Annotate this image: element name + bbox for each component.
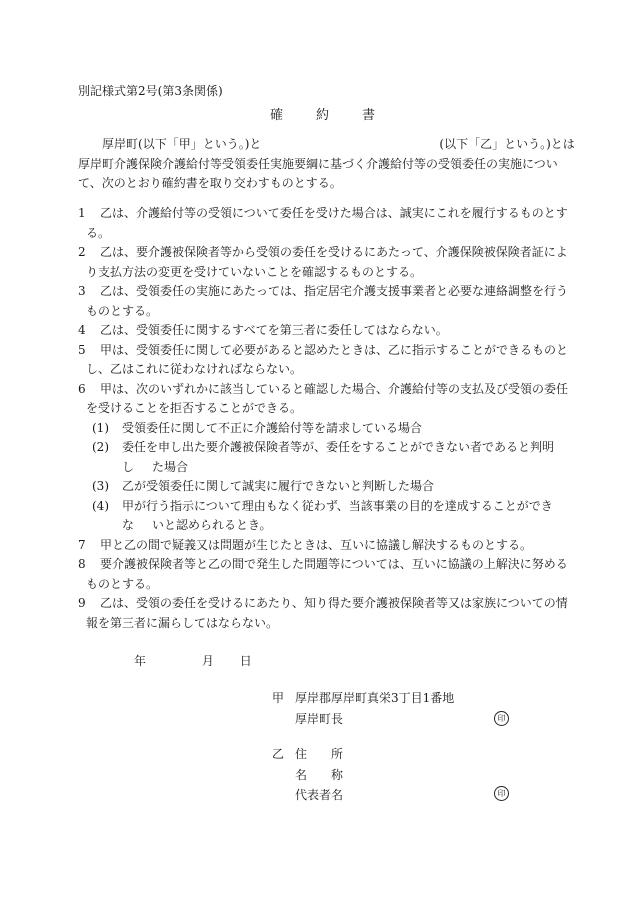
clause-number: 9 [78, 596, 86, 610]
clause-list [78, 204, 569, 633]
date-month: 月 [201, 654, 214, 668]
party-b-seal: 印 [494, 786, 509, 801]
clause-2 [78, 243, 568, 282]
subclause-2 [78, 438, 556, 477]
intro-line-1 [78, 135, 575, 155]
subclause-text-cont: た場合 [152, 459, 189, 474]
party-a-seal: 印 [494, 711, 509, 726]
party-a-mark: 甲 [272, 691, 285, 705]
date-year: 年 [134, 654, 147, 668]
subclause-text: 受領委任に関して不正に介護給付等を請求している場合 [122, 420, 423, 435]
clause-number: 5 [78, 342, 86, 357]
clause-text: 甲は、次のいずれかに該当していると確認した場合、介護給付等の支払及び受領の委任 [100, 381, 569, 396]
clause-text: 甲は、受領委任に関して必要があると認めたときは、乙に指示することができるものと [100, 342, 569, 357]
party-b-mark: 乙 [272, 747, 285, 761]
intro-party-a: 厚岸町(以下「甲」という。)と [102, 137, 262, 151]
clause-5 [78, 341, 569, 380]
clause-text: 要介護被保険者等と乙の間で発生した問題等については、互いに協議の上解決に努める [100, 557, 568, 571]
subclause-text: 委任を申し出た要介護被保険者等が、委任をすることができない者であると判明し [122, 440, 555, 474]
subclause-text: 甲が行う指示について理由もなく従わず、当該事業の目的を達成することができな [122, 498, 553, 532]
clause-text: 甲と乙の間で疑義又は問題が生じたときは、互いに協議し解決するものとする。 [100, 537, 533, 552]
date-line [134, 652, 252, 669]
clause-9 [78, 594, 568, 633]
clause-text: 乙は、受領委任の実施にあたっては、指定居宅介護支援事業者と必要な連絡調整を行う [100, 284, 569, 298]
intro-line-2: 厚岸町介護保険介護給付等受領委任実施要綱に基づく介護給付等の受領委任の実施につい [78, 156, 558, 171]
clause-text-cont: ものとする。 [86, 576, 159, 591]
clause-text: 乙は、介護給付等の受領について委任を受けた場合は、誠実にこれを履行するものとす [100, 206, 568, 220]
clause-number: 7 [78, 537, 86, 552]
document-title: 確 約 書 [270, 108, 386, 123]
clause-4 [78, 321, 556, 341]
clause-text: 乙は、受領委任に関するすべてを第三者に委任してはならない。 [100, 323, 448, 337]
subclause-3 [78, 477, 556, 497]
clause-number: 6 [78, 381, 86, 396]
subclause-number: (2) [92, 440, 109, 454]
party-b-representative-label: 代表者名 [295, 788, 344, 802]
clause-text-cont: し、乙はこれに従わなければならない。 [86, 362, 303, 376]
date-day: 日 [239, 654, 252, 668]
subclause-4 [78, 497, 556, 536]
clause-6 [78, 380, 569, 419]
clause-number: 2 [78, 245, 86, 259]
clause-8 [78, 555, 568, 594]
clause-number: 3 [78, 284, 86, 298]
clause-text-cont: る。 [86, 225, 111, 240]
subclause-1 [78, 419, 556, 439]
party-a-name: 厚岸町長 [295, 712, 344, 726]
clause-text-cont: り支払方法の変更を受けていないことを確認するものとする。 [86, 264, 423, 279]
party-b-address-label: 住 所 [295, 747, 344, 761]
clause-3 [78, 282, 569, 321]
subclause-number: (3) [92, 479, 109, 493]
clause-number: 4 [78, 323, 86, 337]
clause-text-cont: ものとする。 [86, 303, 159, 318]
clause-text-cont: を受けることを拒否することができる。 [86, 401, 303, 415]
clause-1 [78, 204, 568, 243]
clause-text: 乙は、要介護被保険者等から受領の委任を受けるにあたって、介護保険被保険者証によ [100, 245, 568, 259]
subclause-text-cont: いと認められるとき。 [152, 518, 272, 532]
subclause-number: (1) [92, 420, 109, 435]
clause-number: 1 [78, 206, 86, 220]
clause-7 [78, 536, 556, 556]
clause-number: 8 [78, 557, 86, 571]
intro-party-b: (以下「乙」という。)とは [439, 137, 575, 151]
clause-text-cont: 報を第三者に漏らしてはならない。 [86, 615, 279, 630]
intro-line-3: て、次のとおり確約書を取り交わすものとする。 [78, 176, 342, 190]
party-b-name-label: 名 称 [295, 768, 344, 782]
subclause-number: (4) [92, 498, 109, 513]
intro-paragraph [78, 135, 575, 194]
subclause-text: 乙が受領委任に関して誠実に履行できないと判断した場合 [122, 479, 435, 493]
clause-text: 乙は、受領の委任を受けるにあたり、知り得た要介護被保険者等又は家族についての情 [100, 596, 568, 610]
party-a-address: 厚岸郡厚岸町真栄3丁目1番地 [295, 691, 455, 705]
form-label: 別記様式第2号(第3条関係) [78, 84, 223, 98]
